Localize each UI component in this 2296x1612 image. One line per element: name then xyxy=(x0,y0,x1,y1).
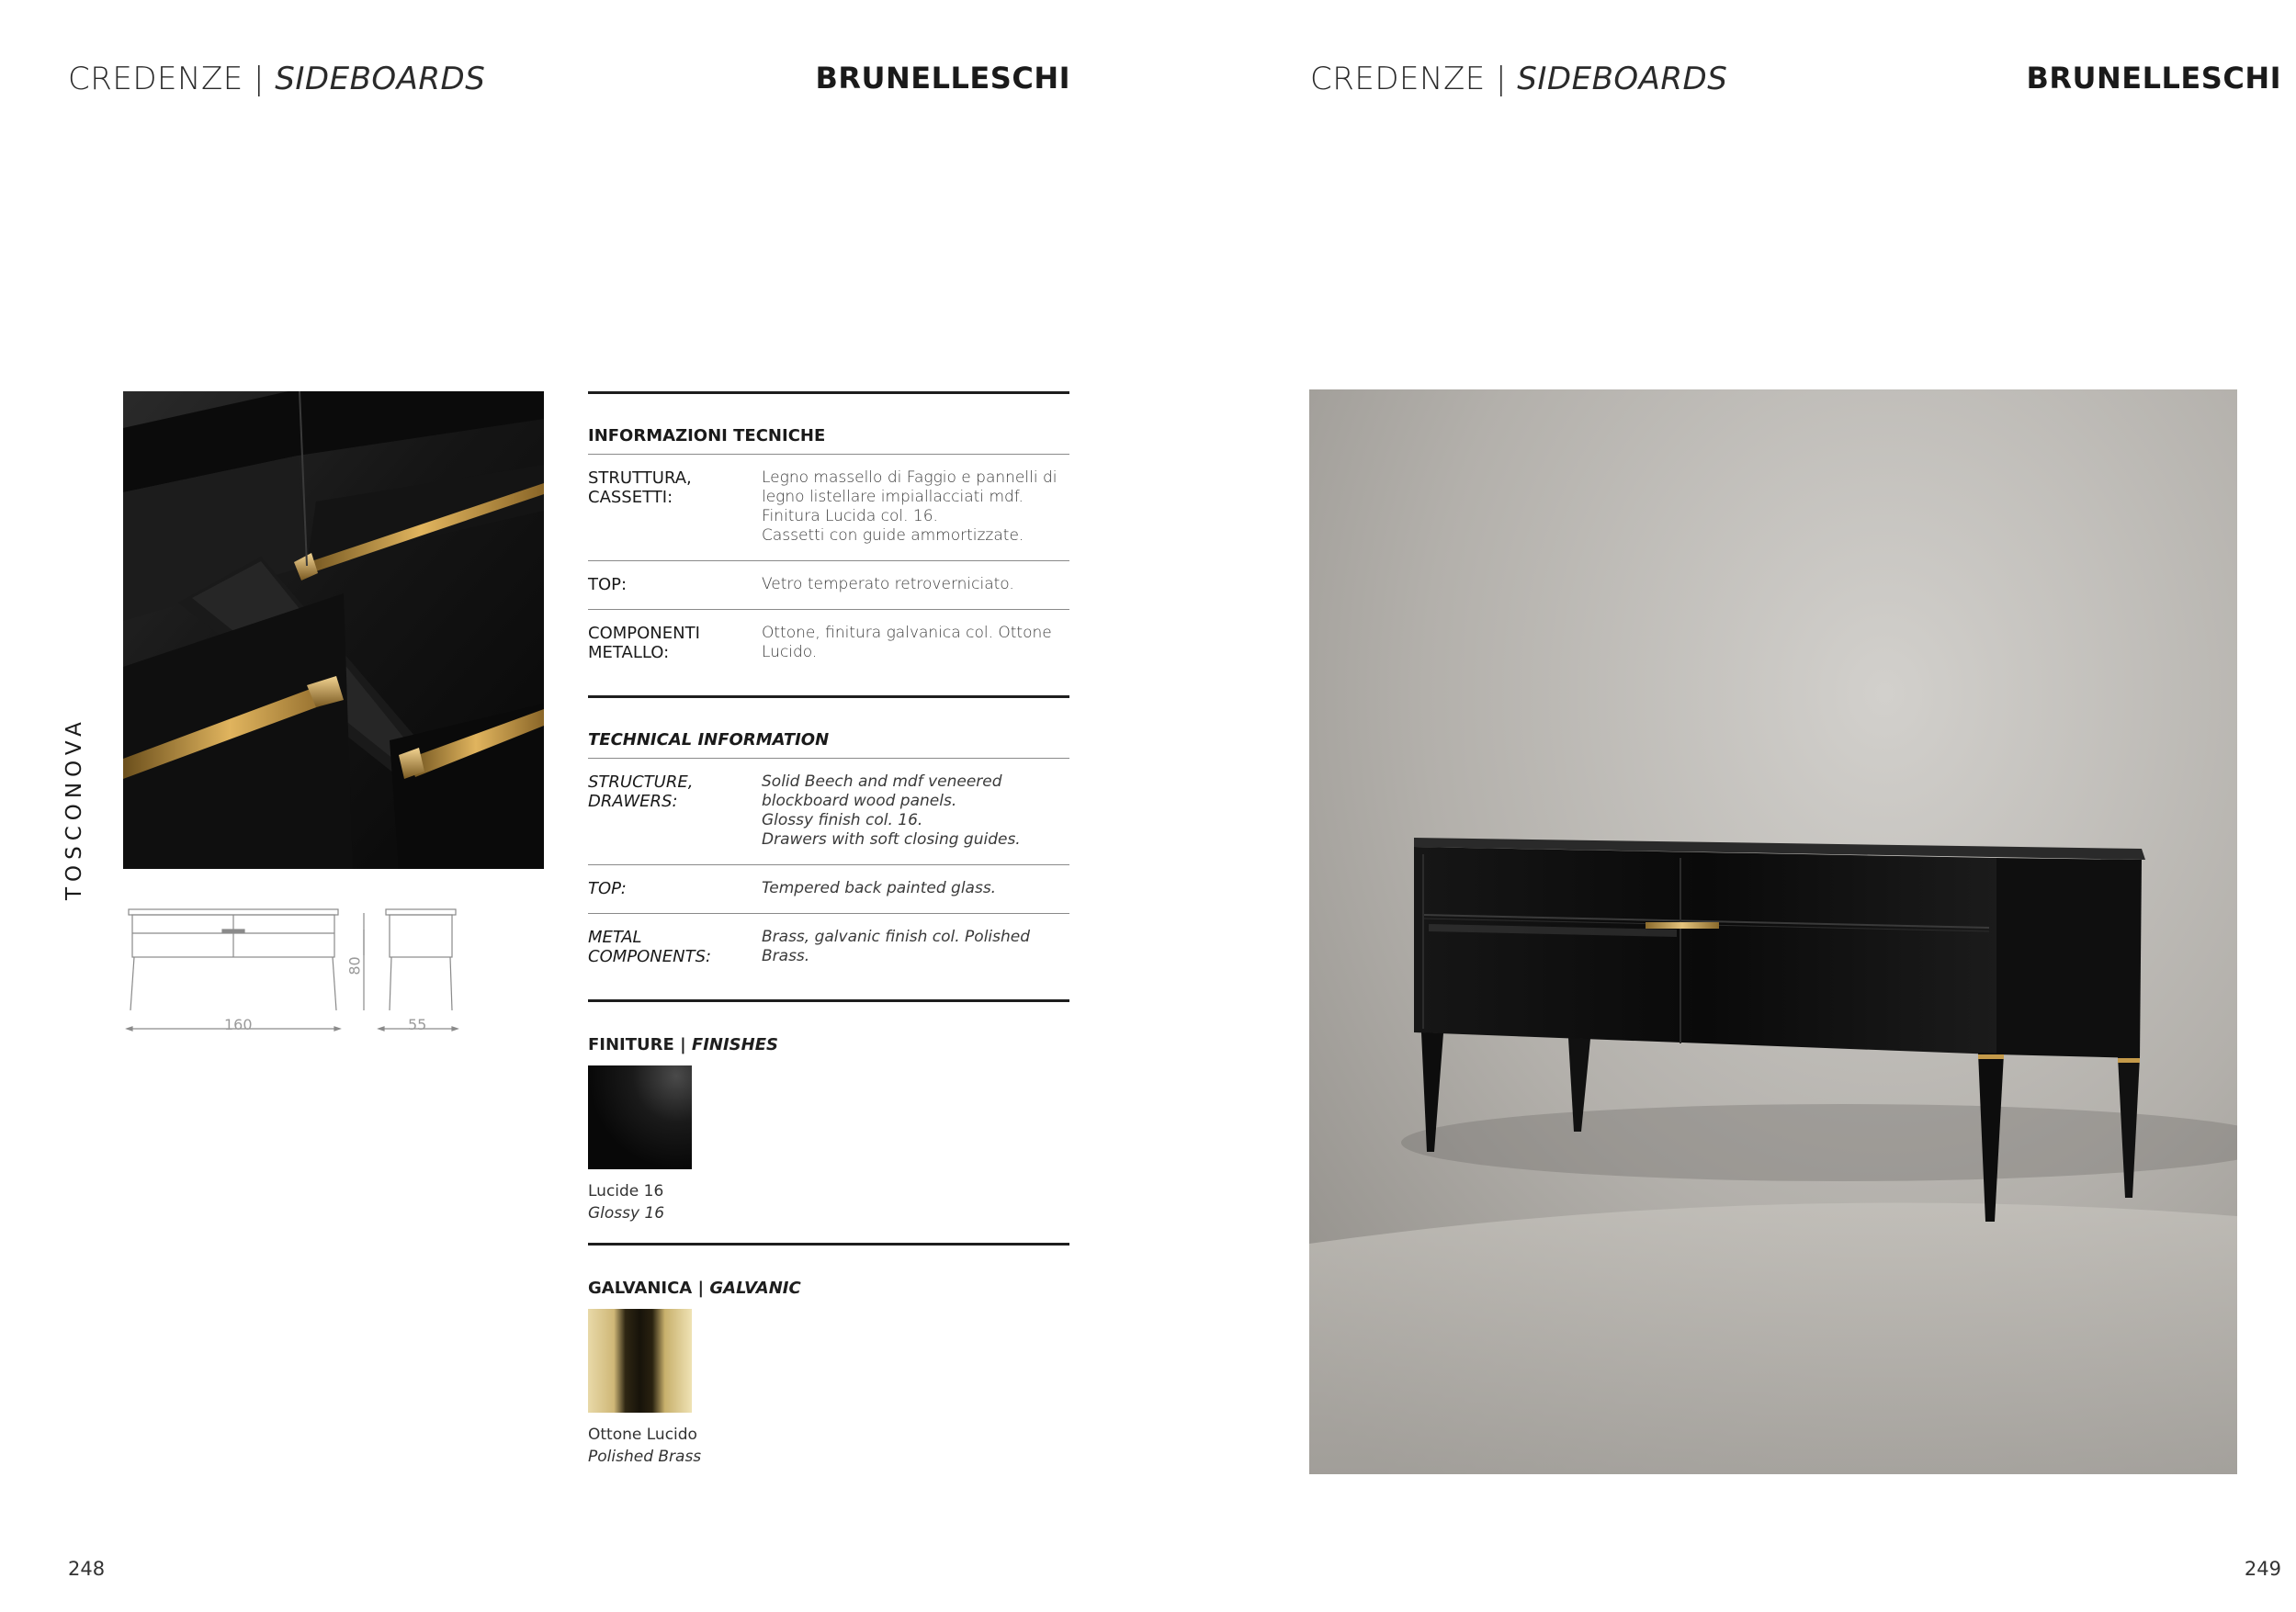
spec-key xyxy=(588,468,762,546)
galvanic-title: GALVANICA | GALVANIC xyxy=(588,1279,801,1298)
spec-key xyxy=(588,879,762,898)
dim-height-label: 80 xyxy=(345,956,364,975)
spec-key xyxy=(588,772,762,850)
galvanic-name-en: Polished Brass xyxy=(588,1448,702,1466)
spec-value-line: Brass, galvanic finish col. Polished xyxy=(762,928,1031,946)
spec-table-it xyxy=(588,454,1069,677)
spec-key-line: STRUCTURE, xyxy=(588,772,694,792)
detail-photo xyxy=(123,391,544,869)
spec-key xyxy=(588,928,762,966)
spec-value-line: Cassetti con guide ammortizzate. xyxy=(762,526,1024,545)
finish-name-en: Glossy 16 xyxy=(588,1204,665,1223)
spec-key-line: STRUTTURA, xyxy=(588,468,692,488)
finishes-title: FINITURE | FINISHES xyxy=(588,1035,778,1054)
spec-value xyxy=(762,575,1069,594)
spec-key-line: DRAWERS: xyxy=(588,792,678,811)
galvanic-caption xyxy=(588,1413,1069,1486)
brand-heading: BRUNELLESCHI xyxy=(815,61,1070,96)
spec-key-line: TOP: xyxy=(588,575,628,594)
spec-value-line: Legno massello di Faggio e pannelli di xyxy=(762,468,1058,487)
section-title-it: INFORMAZIONI TECNICHE xyxy=(588,426,826,445)
spec-value-line: blockboard wood panels. xyxy=(762,792,957,810)
spec-value-line: Brass. xyxy=(762,947,810,965)
spec-value-line: Tempered back painted glass. xyxy=(762,879,997,897)
spec-value-line: Glossy finish col. 16. xyxy=(762,811,923,829)
spec-row xyxy=(588,865,1069,913)
spec-value xyxy=(762,772,1069,850)
spec-value-line: legno listellare impiallacciati mdf. xyxy=(762,488,1024,506)
spec-value-line: Drawers with soft closing guides. xyxy=(762,830,1021,849)
finish-name: Lucide 16 xyxy=(588,1182,664,1201)
spec-row xyxy=(588,759,1069,864)
spec-key-line: COMPONENTI xyxy=(588,624,700,643)
finish-caption xyxy=(588,1169,1069,1243)
galvanic-name: Ottone Lucido xyxy=(588,1426,697,1444)
spec-row xyxy=(588,610,1069,677)
spec-row xyxy=(588,455,1069,560)
spec-value xyxy=(762,928,1069,966)
spec-value-line: Vetro temperato retroverniciato. xyxy=(762,575,1014,593)
page-number: 248 xyxy=(68,1558,106,1580)
spec-key xyxy=(588,624,762,662)
spec-value xyxy=(762,879,1069,898)
category-heading: CREDENZE | SIDEBOARDS xyxy=(68,61,486,97)
spec-value-line: Lucido. xyxy=(762,643,818,661)
brand-heading: BRUNELLESCHI xyxy=(2026,61,2281,96)
spec-value-line: Ottone, finitura galvanica col. Ottone xyxy=(762,624,1052,642)
section-title-en: TECHNICAL INFORMATION xyxy=(588,730,830,750)
dim-depth-label: 55 xyxy=(408,1016,427,1033)
dim-width-label: 160 xyxy=(224,1016,253,1033)
finish-swatch xyxy=(588,1065,692,1169)
dimension-drawing xyxy=(123,893,463,1045)
spec-key-line: TOP: xyxy=(588,879,627,898)
spec-row xyxy=(588,561,1069,609)
spec-value-line: Finitura Lucida col. 16. xyxy=(762,507,938,525)
spec-row xyxy=(588,914,1069,981)
spec-table-en xyxy=(588,758,1069,981)
spec-key xyxy=(588,575,762,594)
spec-key-line: METALLO: xyxy=(588,643,670,662)
spec-key-line: COMPONENTS: xyxy=(588,947,712,966)
spec-value xyxy=(762,624,1069,662)
spec-value xyxy=(762,468,1069,546)
galvanic-swatch xyxy=(588,1309,692,1413)
product-photo xyxy=(1309,389,2237,1474)
page-number: 249 xyxy=(2244,1558,2281,1580)
spec-key-line: CASSETTI: xyxy=(588,488,673,507)
technical-specs xyxy=(588,391,1069,1486)
product-name: TOSCONOVA xyxy=(62,716,86,900)
spec-key-line: METAL xyxy=(588,928,642,947)
category-heading: CREDENZE | SIDEBOARDS xyxy=(1310,61,1728,97)
spec-value-line: Solid Beech and mdf veneered xyxy=(762,772,1002,791)
